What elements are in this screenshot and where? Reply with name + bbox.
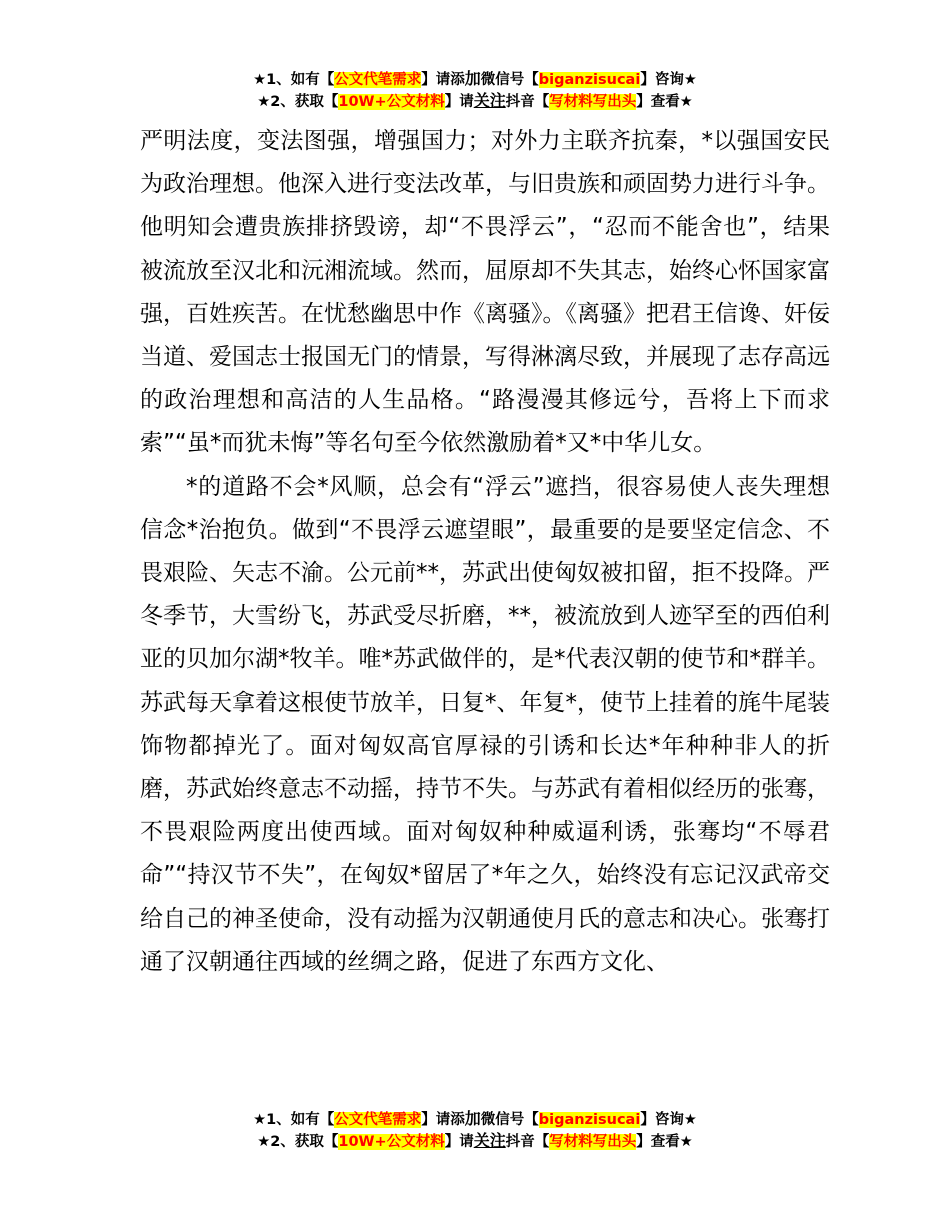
- highlight-douyin-account: 写材料写出头: [549, 94, 637, 110]
- footer-banner: [0, 1108, 950, 1152]
- highlight-materials: 10W+公文材料: [338, 1134, 445, 1150]
- paragraph-su-wu-zhang-qian: *的道路不会*风顺，总会有“浮云”遮挡，很容易使人丧失理想信念*治抱负。做到“不畏浮云遮望眼”，最重要的是要坚定信念、不畏艰险、矢志不渝。公元前**，苏武出使匈奴被扣留，拒不投降。严冬季节，大雪纷飞，苏武受尽折磨，**，被流放到人迹罕至的西伯利亚的贝加尔湖*牧羊。唯*苏武做伴的，是*代表汉朝的使节和*群羊。苏武每天拿着这根使节放羊，日复*、年复*，使节上挂着的旄牛尾装饰物都掉光了。面对匈奴高官厚禄的引诱和长达*年种种非人的折磨，苏武始终意志不动摇，持节不失。与苏武有着相似经历的张骞，不畏艰险两度出使西域。面对匈奴种种威逼利诱，张骞均“不辱君命”“持汉节不失”，在匈奴*留居了*年之久，始终没有忘记汉武帝交给自己的神圣使命，没有动摇为汉朝通使月氏的意志和决心。张骞打通了汉朝通往西域的丝绸之路，促进了东西方文化、: [140, 473, 830, 975]
- highlight-wechat-id: biganzisucai: [538, 1112, 641, 1128]
- highlight-writing-service: 公文代笔需求: [334, 1112, 422, 1128]
- header-banner: [0, 68, 950, 112]
- highlight-writing-service: 公文代笔需求: [334, 72, 422, 88]
- highlight-douyin-account: 写材料写出头: [549, 1134, 637, 1150]
- document-body: [140, 120, 830, 984]
- highlight-materials: 10W+公文材料: [338, 94, 445, 110]
- highlight-wechat-id: biganzisucai: [538, 72, 641, 88]
- banner-line-1: ★1、如有【公文代笔需求】请添加微信号【biganzisucai】咨询★: [253, 1109, 697, 1128]
- banner-line-2: ★2、获取【10W+公文材料】请关注抖音【写材料写出头】查看★: [257, 91, 693, 110]
- banner-line-1: ★1、如有【公文代笔需求】请添加微信号【biganzisucai】咨询★: [253, 69, 697, 88]
- paragraph-qu-yuan: 严明法度，变法图强，增强国力；对外力主联齐抗秦，*以强国安民为政治理想。他深入进行变法改革，与旧贵族和顽固势力进行斗争。他明知会遭贵族排挤毁谤，却“不畏浮云”，“忍而不能舍也”，结果被流放至汉北和沅湘流域。然而，屈原却不失其志，始终心怀国家富强，百姓疾苦。在忧愁幽思中作《离骚》。《离骚》把君王信谗、奸佞当道、爱国志士报国无门的情景，写得淋漓尽致，并展现了志存高远的政治理想和高洁的人生品格。“路漫漫其修远兮，吾将上下而求索”“虽*而犹未悔”等名句至今依然激励着*又*中华儿女。: [140, 128, 830, 457]
- banner-line-2: ★2、获取【10W+公文材料】请关注抖音【写材料写出头】查看★: [257, 1131, 693, 1150]
